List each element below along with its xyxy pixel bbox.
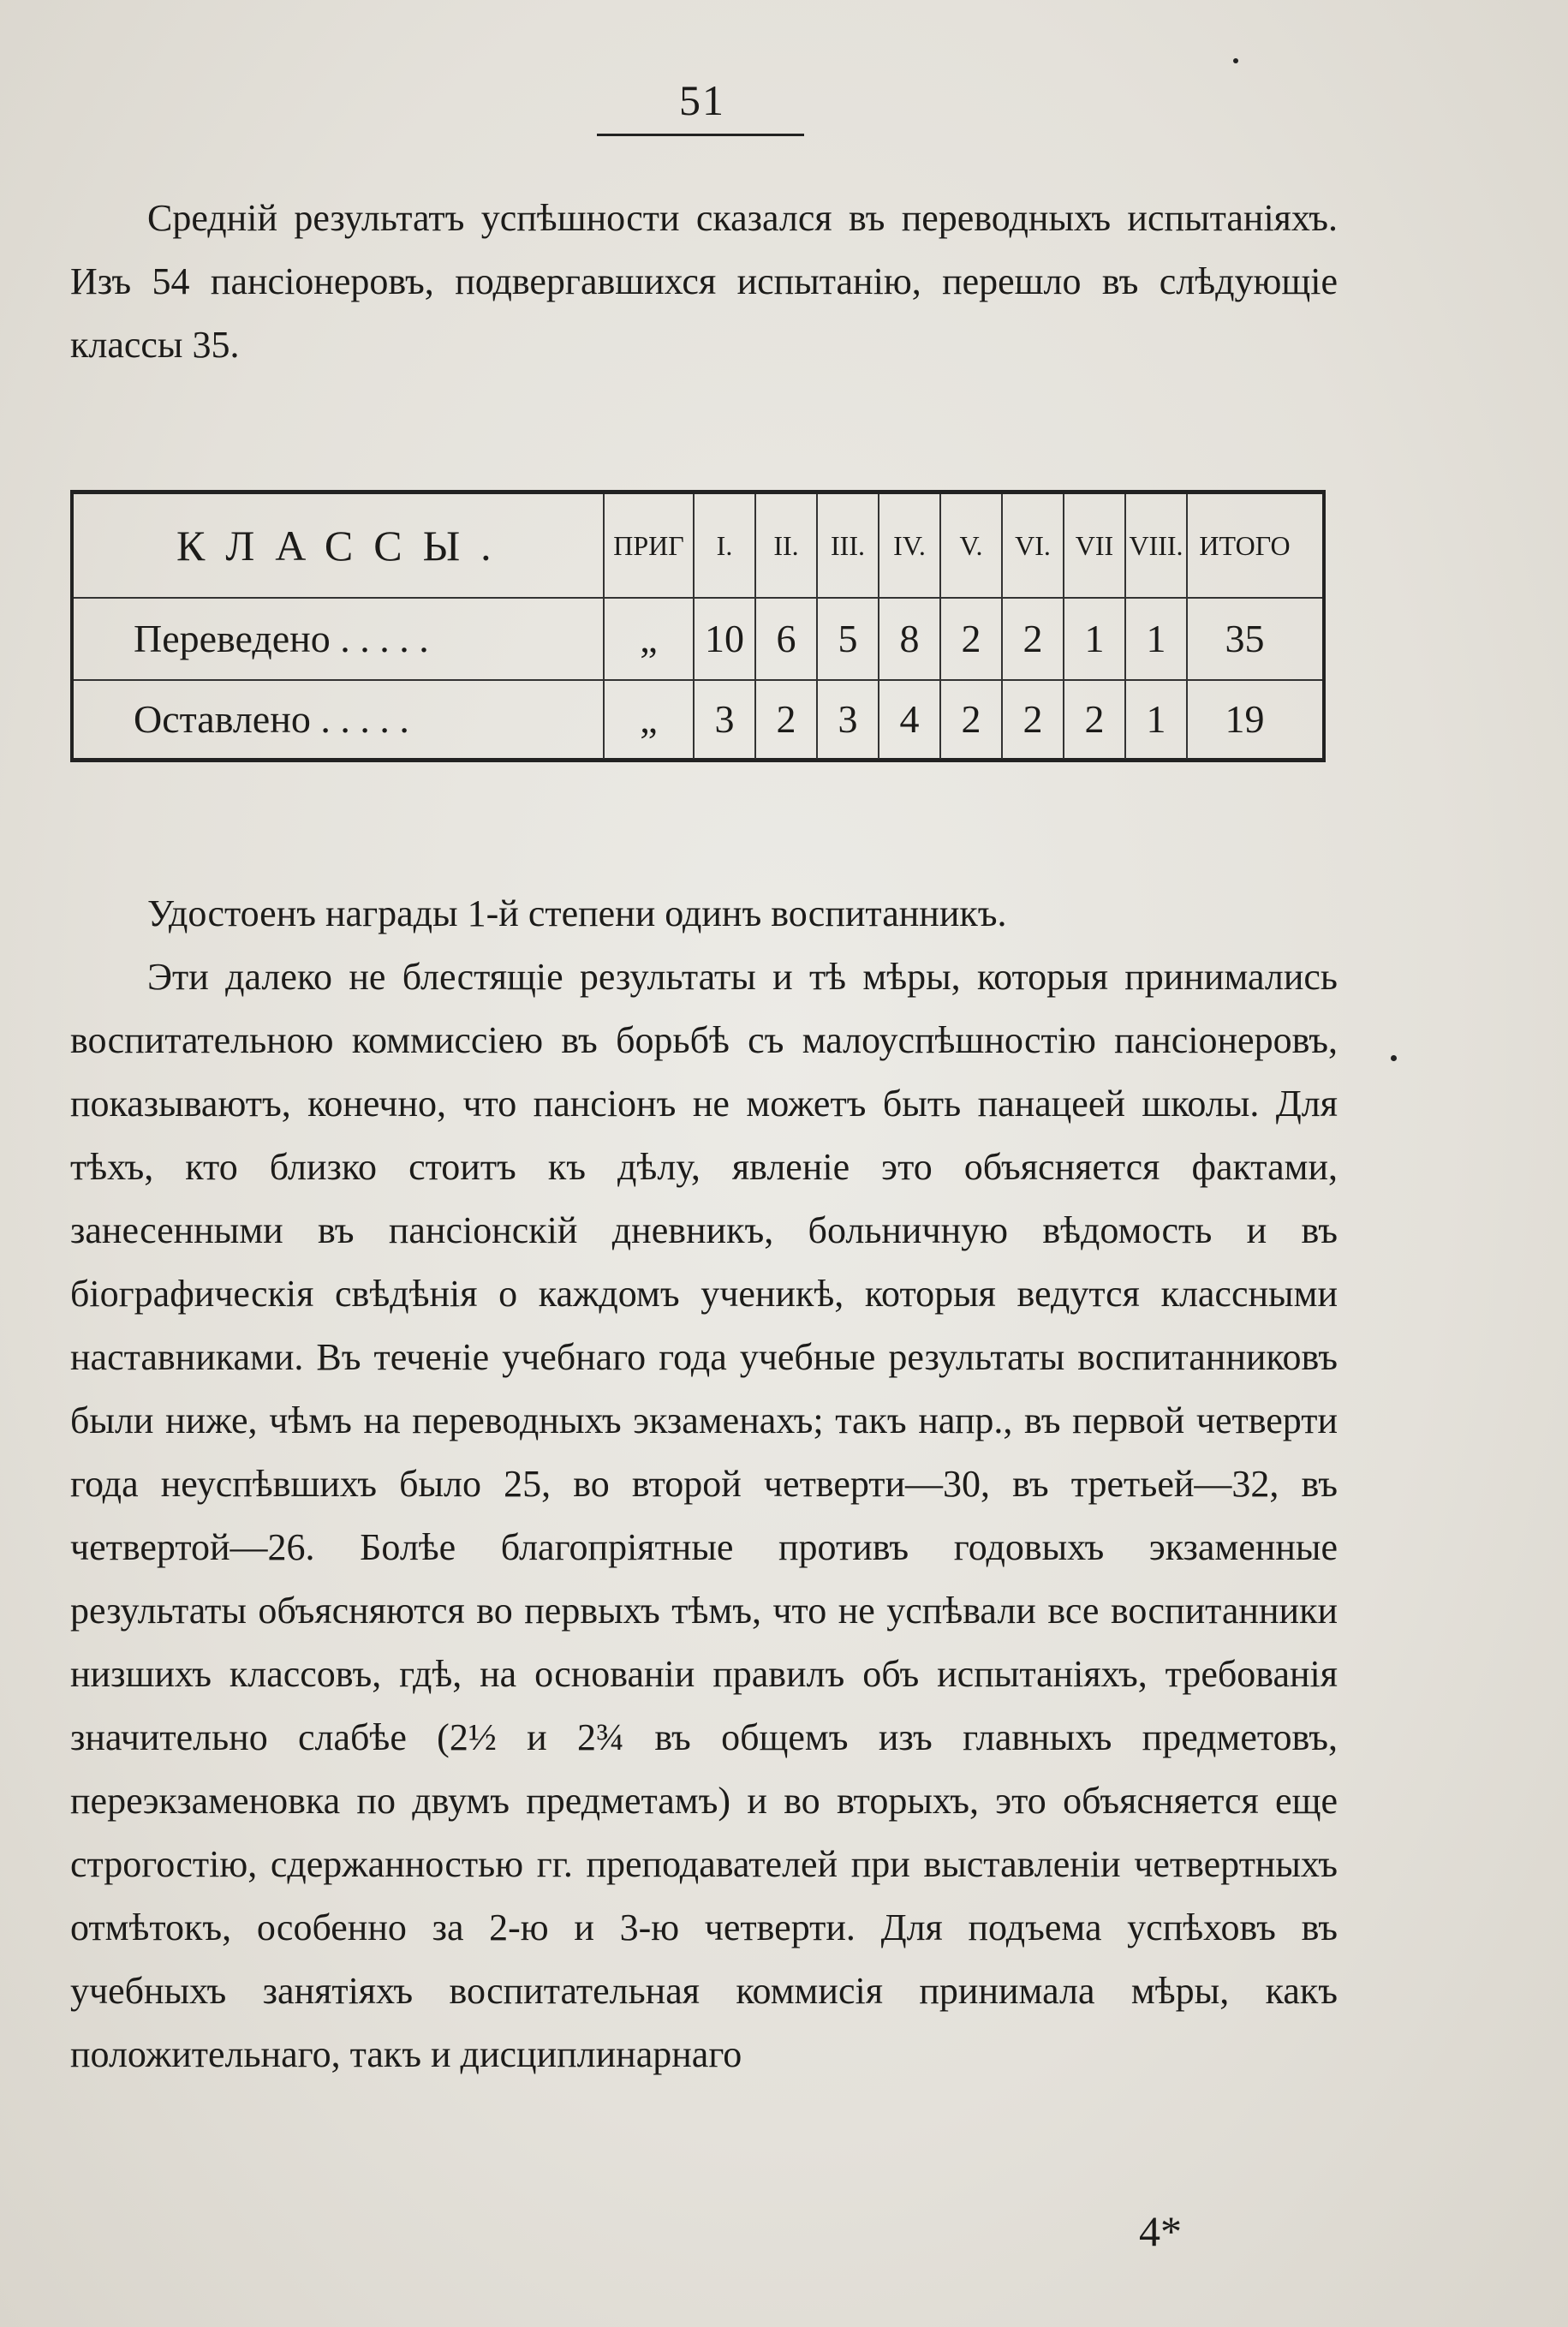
header-class-4: IV. — [879, 494, 941, 597]
row-cell: 6 — [756, 597, 818, 679]
row-cell: 2 — [1064, 679, 1126, 759]
row-cell: 2 — [941, 597, 1003, 679]
paragraph-main: Эти далеко не блестящіе результаты и тѣ мѣры, которыя принимались воспитательною коммиссіею въ борьбѣ съ малоуспѣшностію пансіонеровъ, показываютъ, конечно, что пансіонъ не можетъ быть панацеей школы. Для тѣхъ, кто близко стоитъ къ дѣлу, явленіе это объясняется фактами, занесенными въ пансіонскій дневникъ, больничную вѣдомость и въ біографическія свѣдѣнія о каждомъ ученикѣ, которыя ведутся классными наставниками. Въ теченіе учебнаго года учебные результаты воспитанниковъ были ниже, чѣмъ на переводныхъ экзаменахъ; такъ напр., въ первой четверти года неуспѣвшихъ было 25, во второй четверти—30, въ третьей—32, въ четвертой—26. Болѣе благопріятные противъ годовыхъ экзаменные результаты объясняются во первыхъ тѣмъ, что не успѣвали все воспитанники низшихъ классовъ, гдѣ, на основаніи правилъ объ испытаніяхъ, требованія значительно слабѣе (2½ и 2¾ въ общемъ изъ главныхъ предметовъ, переэкзаменовка по двумъ предметамъ) и во вторыхъ, это объясняется еще строгостію, сдержанностью гг. преподавателей при выставленіи четвертныхъ отмѣтокъ, особенно за 2-ю и 3-ю четверти. Для подъема успѣховъ въ учебныхъ занятіяхъ воспитательная коммисія принимала мѣры, какъ положительнаго, такъ и дисциплинарнаго — [70, 956, 1338, 2075]
row-cell: 2 — [941, 679, 1003, 759]
header-class-2: II. — [756, 494, 818, 597]
table-header-row — [74, 494, 1322, 599]
paragraph-intro: Средній результатъ успѣшности сказался въ переводныхъ испытаніяхъ. Изъ 54 пансіонеровъ, подвергавшихся испытанію, перешло въ слѣдующіе классы 35. — [70, 197, 1338, 366]
row-total: 19 — [1225, 697, 1265, 741]
header-classes-label: КЛАССЫ. — [74, 494, 605, 597]
row-total: 35 — [1225, 616, 1265, 660]
row-cell: 8 — [879, 597, 941, 679]
row-prig-value: „ — [605, 679, 695, 759]
paragraph-award: Удостоенъ награды 1-й степени одинъ воспитанникъ. — [147, 892, 1007, 934]
table-row-retained — [74, 679, 1322, 759]
row-cell: 3 — [818, 679, 879, 759]
header-class-1: I. — [695, 494, 756, 597]
page-number-rule — [597, 134, 804, 136]
row-cell: 1 — [1064, 597, 1126, 679]
print-speck — [1391, 1055, 1397, 1061]
header-class-7: VII — [1064, 494, 1126, 597]
print-speck — [1233, 58, 1238, 63]
row-cell: 10 — [695, 597, 756, 679]
header-class-3: III. — [818, 494, 879, 597]
row-label: Переведено . . . . . — [74, 597, 605, 679]
table-row-transferred — [74, 597, 1322, 681]
row-prig-value: „ — [605, 597, 695, 679]
header-class-5: V. — [941, 494, 1003, 597]
signature-mark: 4* — [1139, 2207, 1182, 2255]
row-cell: 2 — [756, 679, 818, 759]
results-table — [70, 490, 1326, 762]
row-cell: 2 — [1003, 597, 1064, 679]
header-prig: ПРИГ — [605, 494, 695, 597]
row-label: Оставлено . . . . . — [74, 679, 605, 759]
header-class-6: VI. — [1003, 494, 1064, 597]
row-cell: 1 — [1126, 679, 1188, 759]
row-cell: 4 — [879, 679, 941, 759]
row-cell: 3 — [695, 679, 756, 759]
intro-text-block — [70, 187, 1338, 377]
row-cell: 1 — [1126, 597, 1188, 679]
header-class-8: VIII. — [1126, 494, 1188, 597]
header-total: ИТОГО — [1199, 529, 1291, 561]
page-number: 51 — [679, 76, 725, 124]
row-cell: 2 — [1003, 679, 1064, 759]
row-cell: 5 — [818, 597, 879, 679]
main-text-block — [70, 882, 1338, 2086]
